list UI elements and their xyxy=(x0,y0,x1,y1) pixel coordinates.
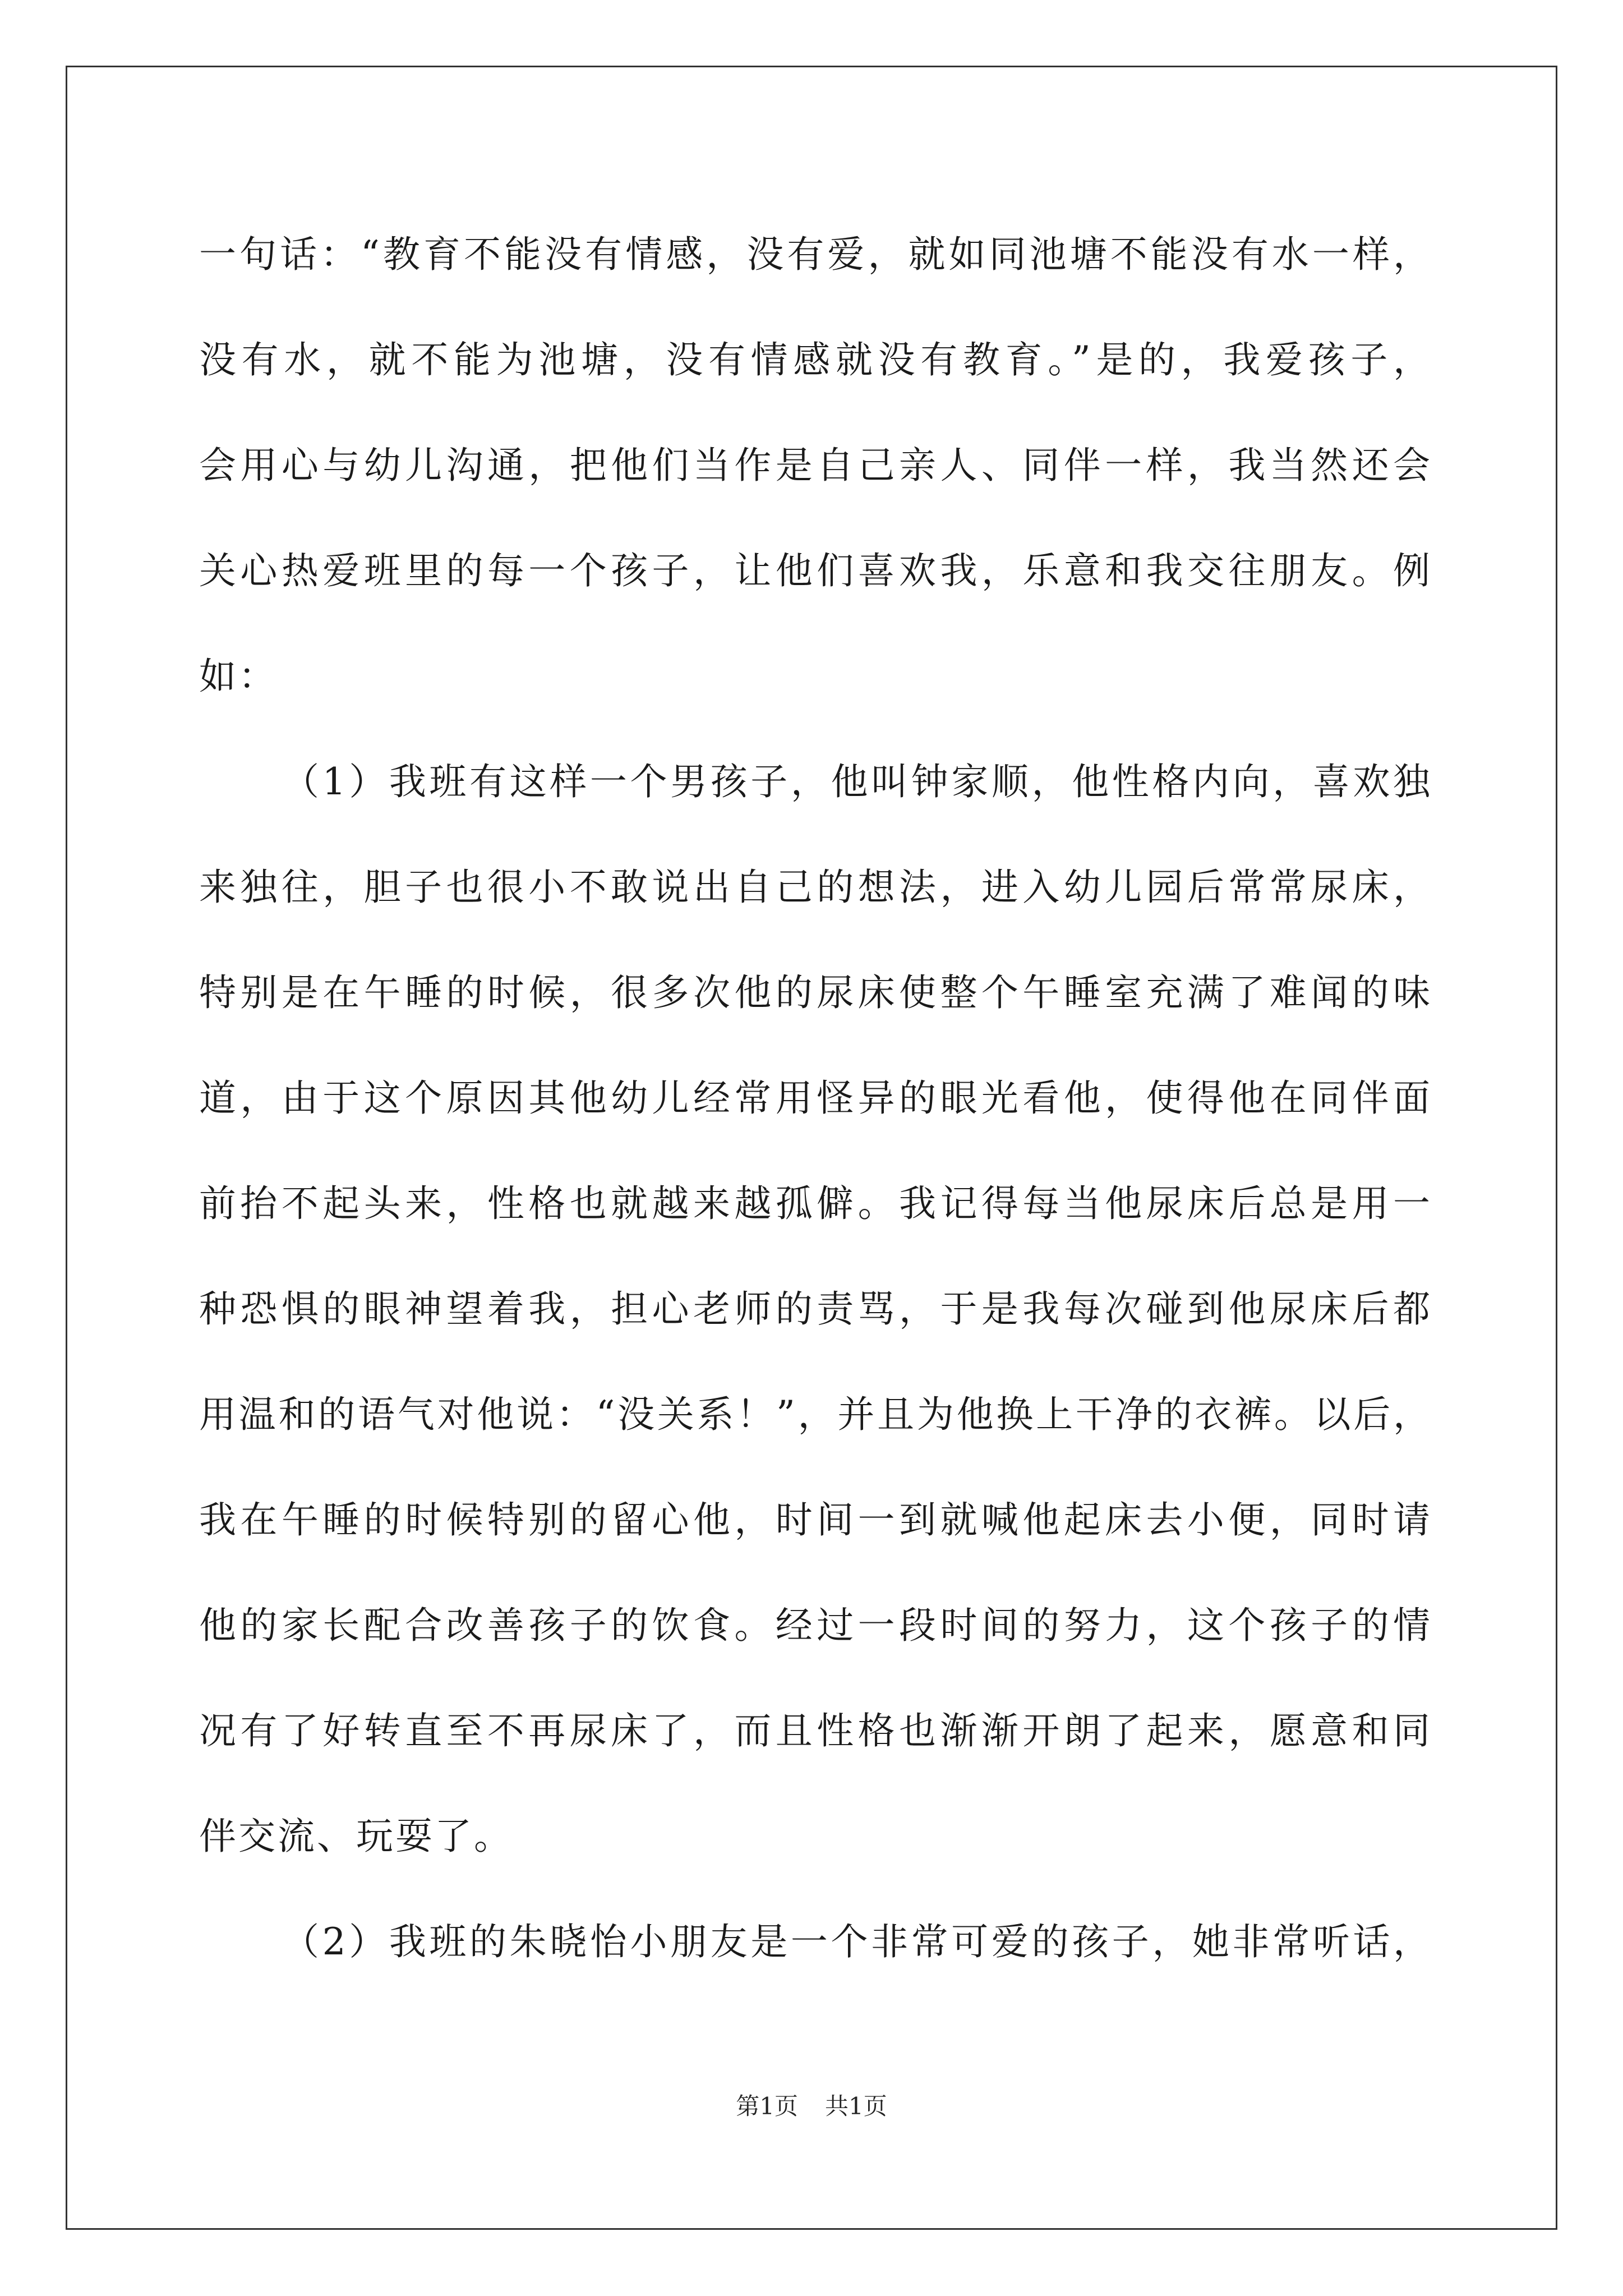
page-number: 第1页 xyxy=(736,2092,798,2120)
text-line: 用温和的语气对他说：“没关系！”，并且为他换上干净的衣裤。以后， xyxy=(199,1393,1430,1436)
text-line: 前抬不起头来，性格也就越来越孤僻。我记得每当他尿床后总是用一 xyxy=(199,1182,1430,1225)
paragraph-first-line: （1）我班有这样一个男孩子，他叫钟家顺，他性格内向，喜欢独 xyxy=(282,760,1430,803)
text-line: 特别是在午睡的时候，很多次他的尿床使整个午睡室充满了难闻的味 xyxy=(199,971,1430,1014)
text-line: 我在午睡的时候特别的留心他，时间一到就喊他起床去小便，同时请 xyxy=(199,1498,1430,1542)
text-line: 种恐惧的眼神望着我，担心老师的责骂，于是我每次碰到他尿床后都 xyxy=(199,1287,1430,1331)
text-line: 他的家长配合改善孩子的饮食。经过一段时间的努力，这个孩子的情 xyxy=(199,1604,1430,1647)
text-line: 如： xyxy=(199,655,278,698)
paragraph-first-line: （2）我班的朱晓怡小朋友是一个非常可爱的孩子，她非常听话， xyxy=(282,1920,1430,1963)
text-line: 况有了好转直至不再尿床了，而且性格也渐渐开朗了起来，愿意和同 xyxy=(199,1709,1430,1752)
text-line: 伴交流、玩耍了。 xyxy=(199,1815,513,1858)
page-total: 共1页 xyxy=(825,2092,887,2120)
text-line: 关心热爱班里的每一个孩子，让他们喜欢我，乐意和我交往朋友。例 xyxy=(199,549,1430,592)
text-line: 一句话：“教育不能没有情感，没有爱，就如同池塘不能没有水一样， xyxy=(199,233,1430,276)
text-line: 没有水，就不能为池塘，没有情感就没有教育。”是的，我爱孩子， xyxy=(199,338,1430,381)
page-footer xyxy=(0,2090,1623,2123)
text-line: 会用心与幼儿沟通，把他们当作是自己亲人、同伴一样，我当然还会 xyxy=(199,444,1430,487)
text-line: 道，由于这个原因其他幼儿经常用怪异的眼光看他，使得他在同伴面 xyxy=(199,1076,1430,1120)
document-body xyxy=(199,202,1430,1995)
text-line: 来独往，胆子也很小不敢说出自己的想法，进入幼儿园后常常尿床， xyxy=(199,866,1430,909)
